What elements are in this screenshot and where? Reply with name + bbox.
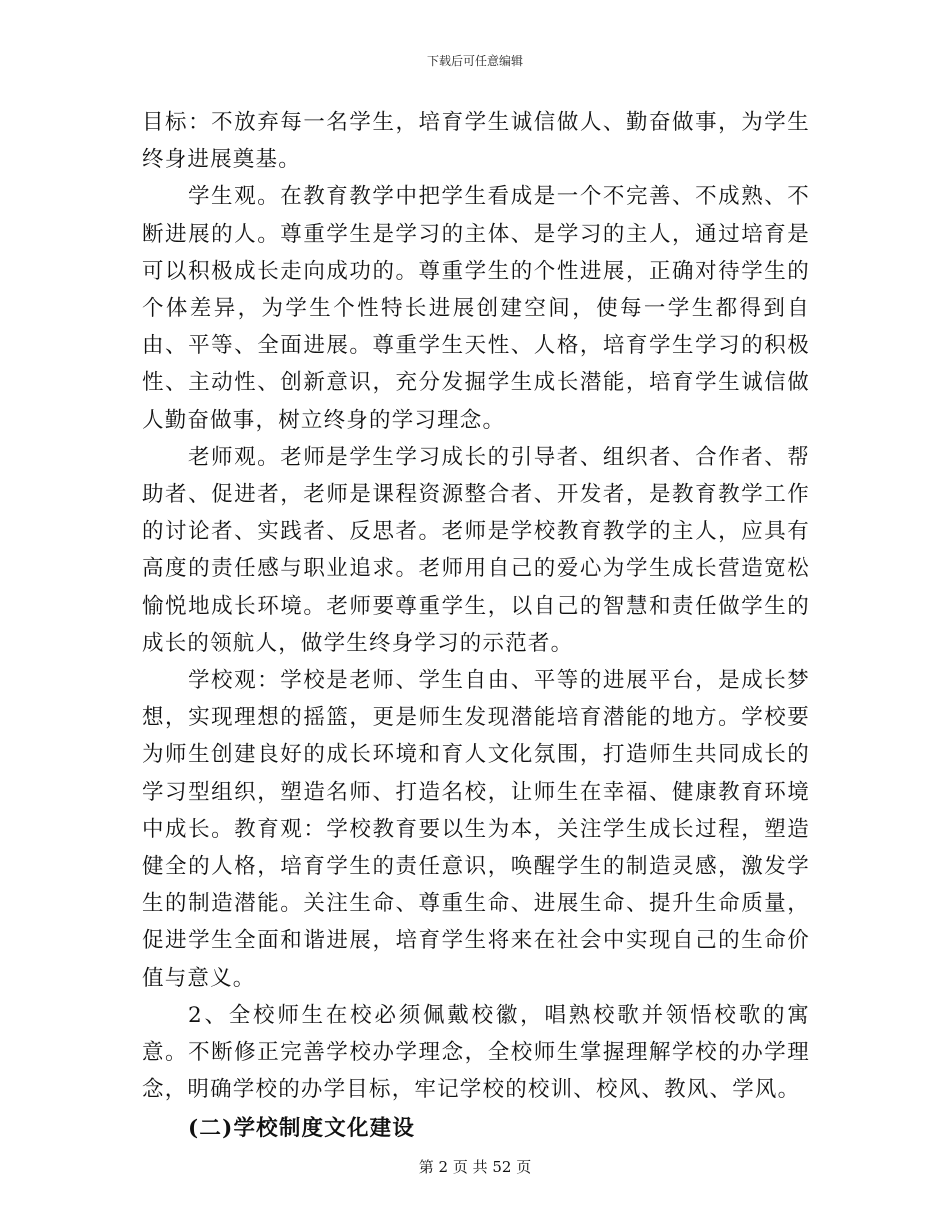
page-header: 下载后可任意编辑 bbox=[426, 54, 523, 68]
paragraph-school-view: 学校观：学校是老师、学生自由、平等的进展平台，是成长梦想，实现理想的摇篮，更是师生发现潜能培育潜能的地方。学校要为师生创建良好的成长环境和育人文化氛围，打造师生共同成长的学习型组织，塑造名师、打造名校，让师生在幸福、健康教育环境中成长。教育观：学校教育要以生为本，关注学生成长过程，塑造健全的人格，培育学生的责任意识，唤醒学生的制造灵感，激发学生的制造潜能。关注生命、尊重生命、进展生命、提升生命质量，促进学生全面和谐进展，培育学生将来在社会中实现自己的生命价值与意义。 bbox=[142, 668, 810, 991]
document-body bbox=[142, 104, 810, 1148]
section-heading: (二)学校制度文化建设 bbox=[188, 1116, 416, 1142]
paragraph-teacher-view: 老师观。老师是学生学习成长的引导者、组织者、合作者、帮助者、促进者，老师是课程资源整合者、开发者，是教育教学工作的讨论者、实践者、反思者。老师是学校教育教学的主人，应具有高度的责任感与职业追求。老师用自己的爱心为学生成长营造宽松愉悦地成长环境。老师要尊重学生，以自己的智慧和责任做学生的成长的领航人，做学生终身学习的示范者。 bbox=[142, 444, 810, 656]
paragraph-student-view: 学生观。在教育教学中把学生看成是一个不完善、不成熟、不断进展的人。尊重学生是学习的主体、是学习的主人，通过培育是可以积极成长走向成功的。尊重学生的个性进展，正确对待学生的个体差异，为学生个性特长进展创建空间，使每一学生都得到自由、平等、全面进展。尊重学生天性、人格，培育学生学习的积极性、主动性、创新意识，充分发掘学生成长潜能，培育学生诚信做人勤奋做事，树立终身的学习理念。 bbox=[142, 184, 810, 433]
page-footer: 第 2 页 共 52 页 bbox=[418, 1158, 532, 1176]
paragraph-item-2: 2、全校师生在校必须佩戴校徽，唱熟校歌并领悟校歌的寓意。不断修正完善学校办学理念，全校师生掌握理解学校的办学理念，明确学校的办学目标，牢记学校的校训、校风、教风、学风。 bbox=[142, 1002, 810, 1103]
paragraph-goal: 目标：不放弃每一名学生，培育学生诚信做人、勤奋做事，为学生终身进展奠基。 bbox=[142, 110, 810, 173]
